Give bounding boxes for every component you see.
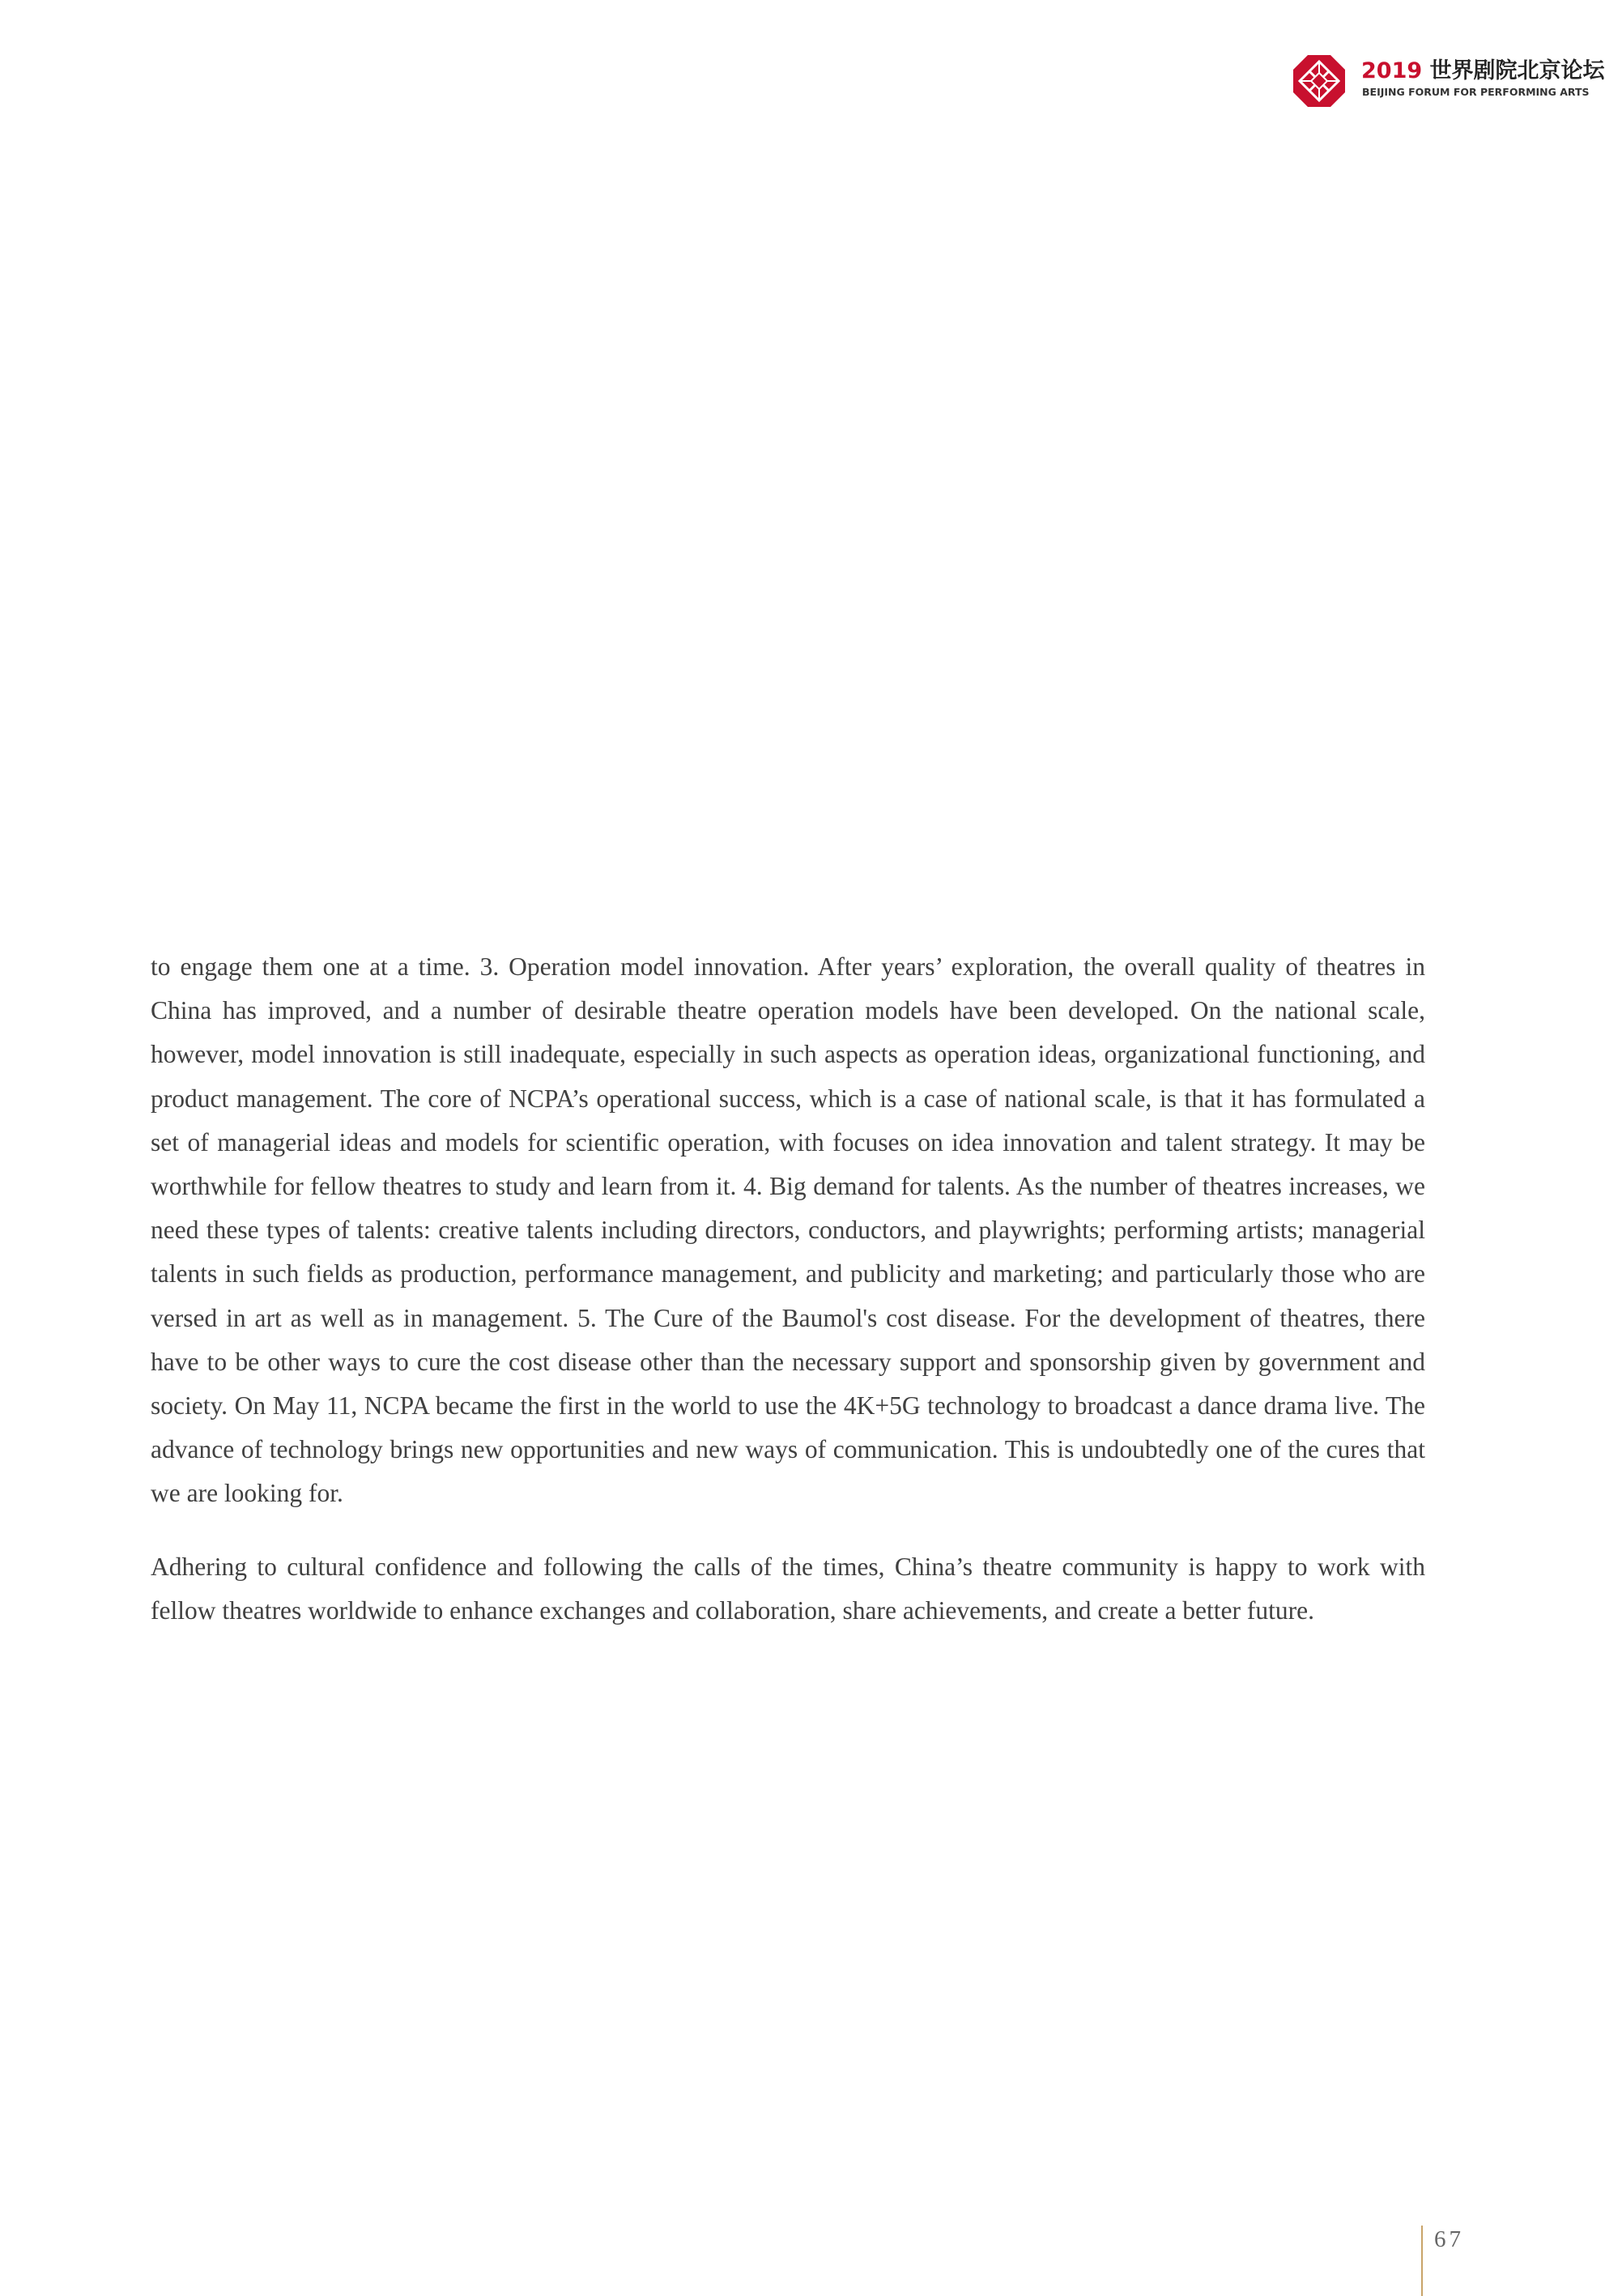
forum-logo-title (1361, 58, 1605, 84)
forum-logo-mark-icon (1292, 53, 1347, 109)
forum-logo-year: 2019 (1361, 58, 1423, 83)
page-number-divider (1421, 2226, 1423, 2296)
forum-logo-subtitle: BEIJING FORUM FOR PERFORMING ARTS (1362, 86, 1590, 98)
forum-logo-title-cn: 世界剧院北京论坛 (1429, 58, 1605, 83)
page-number: 67 (1434, 2226, 1464, 2252)
paragraph: to engage them one at a time. 3. Operation model innovation. After years’ exploration, the overall quality of theatres in China has improved, and a number of desirable theatre operation models have been developed. On the national scale, however, model innovation is still inadequate, especially in such aspects as operation ideas, organizational functioning, and product management. The core of NCPA’s operational success, which is a case of national scale, is that it has formulated a set of managerial ideas and models for scientific operation, with focuses on idea innovation and talent strategy. It may be worthwhile for fellow theatres to study and learn from it. 4. Big demand for talents. As the number of theatres increases, we need these types of talents: creative talents including directors, conductors, and playwrights; performing artists; managerial talents in such fields as production, performance management, and publicity and marketing; and particularly those who are versed in art as well as in management. 5. The Cure of the Baumol's cost disease. For the development of theatres, there have to be other ways to cure the cost disease other than the necessary support and sponsorship given by government and society. On May 11, NCPA became the first in the world to use the 4K+5G technology to broadcast a dance drama live. The advance of technology brings new opportunities and new ways of communication. This is undoubtedly one of the cures that we are looking for. (151, 952, 1425, 1508)
paragraph: Adhering to cultural confidence and following the calls of the times, China’s theatre community is happy to work with fellow theatres worldwide to enhance exchanges and collaboration, share achievements, and create a better future. (151, 1552, 1425, 1625)
forum-logo (1292, 53, 1605, 110)
body-text (151, 945, 1425, 1633)
